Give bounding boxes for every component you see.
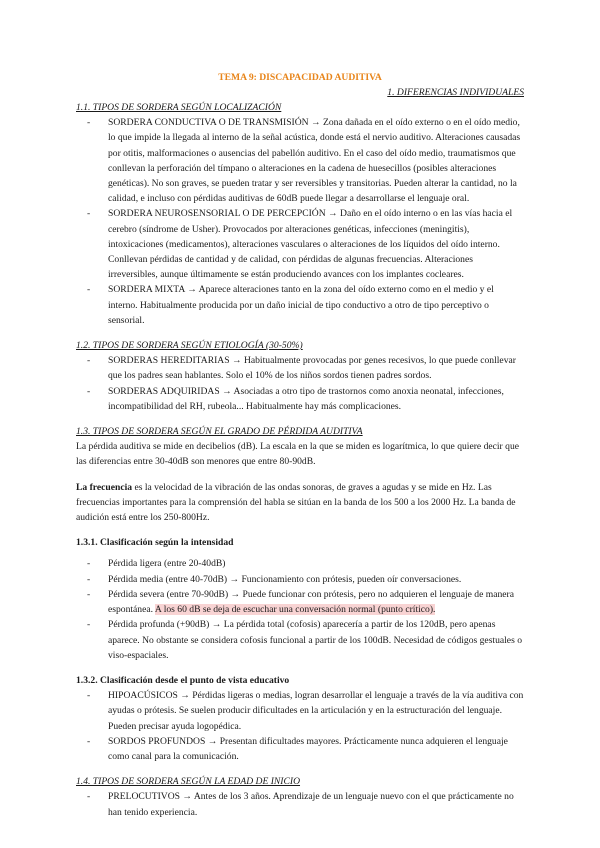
localizacion-list (76, 115, 524, 328)
intensidad-list (76, 556, 524, 662)
list-item: - PRELOCUTIVOS → Antes de los 3 años. Aprendizaje de un lenguaje nuevo con el que prácticamente no han tenido experiencia. (87, 791, 514, 818)
list-item: - Pérdida severa (entre 70-90dB) → Puede funcionar con prótesis, pero no adquieren el lenguaje de manera espontánea. A los 60 dB se deja de escuchar una conversación normal (punto crítico). (87, 588, 514, 616)
subsection-heading-1-3-1: 1.3.1. Clasificación según la intensidad (76, 537, 234, 549)
highlighted-text: A los 60 dB se deja de escuchar una conversación normal (punto crítico). (154, 604, 436, 616)
paragraph-decibelios: La pérdida auditiva se mide en decibelios (dB). La escala en la que se miden es logarítmica, lo que quiere decir que las diferencias entre 30-40dB son menores que entre 80-90dB. (76, 441, 520, 468)
subsection-heading-1-4: 1.4. TIPOS DE SORDERA SEGÚN LA EDAD DE INICIO (76, 776, 301, 788)
list-item: - SORDOS PROFUNDOS → Presentan dificultades mayores. Prácticamente nunca adquieren el lenguaje como canal para la comunicación. (87, 735, 508, 762)
subsection-heading-1-1: 1.1. TIPOS DE SORDERA SEGÚN LOCALIZACIÓN (76, 102, 282, 113)
list-item: - SORDERA MIXTA → Aparece alteraciones tanto en la zona del oído externo como en el medio y el interno. Habitualmente producida por un daño inicial de tipo conductivo a otro de tipo perceptivo o sensorial. (87, 284, 494, 326)
document-title: TEMA 9: DISCAPACIDAD AUDITIVA (218, 72, 382, 83)
subsection-heading-1-3: 1.3. TIPOS DE SORDERA SEGÚN EL GRADO DE PÉRDIDA AUDITIVA (76, 426, 363, 438)
list-item: - SORDERAS HEREDITARIAS → Habitualmente provocadas por genes recesivos, lo que puede conllevar que los padres sean hablantes. Solo el 10% de los niños sordos tienen padres sordos. (87, 355, 516, 382)
list-item: - SORDERA NEUROSENSORIAL O DE PERCEPCIÓN → Daño en el oído interno o en las vías hacia el cerebro (síndrome de Usher). Provocados por alteraciones genéticas, infecciones (meningitis), intoxicaciones (medicamentos), alteraciones vasculares o alteraciones de los líquidos del oído interno. Conllevan pérdidas de cantidad y de calidad, con pérdidas de algunas frecuencias. Alteraciones irreversibles, aunque últimamente se están produciendo avances con los implantes cocleares. (87, 208, 513, 281)
list-item: - HIPOACÚSICOS → Pérdidas ligeras o medias, logran desarrollar el lenguaje a través de la vía auditiva con ayudas o prótesis. Se suelen producir dificultades en la articulación y en la estructuración del lenguaje. Pueden precisar ayuda logopédica. (87, 690, 524, 732)
paragraph-frecuencia: La frecuencia es la velocidad de la vibración de las ondas sonoras, de graves a agudas y se mide en Hz. Las frecuencias importantes para la comprensión del habla se sitúan en la banda de los 500 a los 2000 Hz. La banda de audición está entre los 250-800Hz. (76, 481, 516, 524)
subsection-heading-1-2: 1.2. TIPOS DE SORDERA SEGÚN ETIOLOGÍA (30-50%) (76, 340, 303, 352)
section-heading-1: 1. DIFERENCIAS INDIVIDUALES (387, 87, 524, 98)
edad-inicio-list (76, 789, 524, 819)
etiologia-list (76, 353, 524, 414)
list-item: - SORDERA CONDUCTIVA O DE TRANSMISIÓN → Zona dañada en el oído externo o en el oído medio, lo que impide la llegada al interno de la señal acústica, donde está el nervio auditivo. Alteraciones causadas por otitis, malformaciones o ausencias del pabellón auditivo. En el caso del oído medio, traumatismos que conllevan la perforación del tímpano o alteraciones en la cadena de huesecillos (posibles alteraciones genéticas). No son graves, se pueden tratar y ser reversibles y transitorias. Pueden alterar la cantidad, no la calidad, e incluso con pérdidas auditivas de 60dB puede llegar a desarrollarse el lenguaje oral. (87, 117, 521, 205)
educativo-list (76, 688, 524, 764)
list-item: - SORDERAS ADQUIRIDAS → Asociadas a otro tipo de trastornos como anoxia neonatal, infecciones, incompatibilidad del RH, rubeola... Habitualmente hay más complicaciones. (87, 385, 504, 412)
list-item: - Pérdida ligera (entre 20-40dB) (87, 558, 226, 570)
subsection-heading-1-3-2: 1.3.2. Clasificación desde el punto de vista educativo (76, 674, 290, 686)
list-item: - Pérdida profunda (+90dB) → La pérdida total (cofosis) aparecería a partir de los 120dB, pero apenas aparece. No obstante se considera cofosis funcional a partir de los 100dB. Necesidad de códigos gestuales o viso-espaciales. (87, 619, 522, 661)
list-item: - Pérdida media (entre 40-70dB) → Funcionamiento con prótesis, pueden oír conversaciones. (87, 573, 462, 585)
